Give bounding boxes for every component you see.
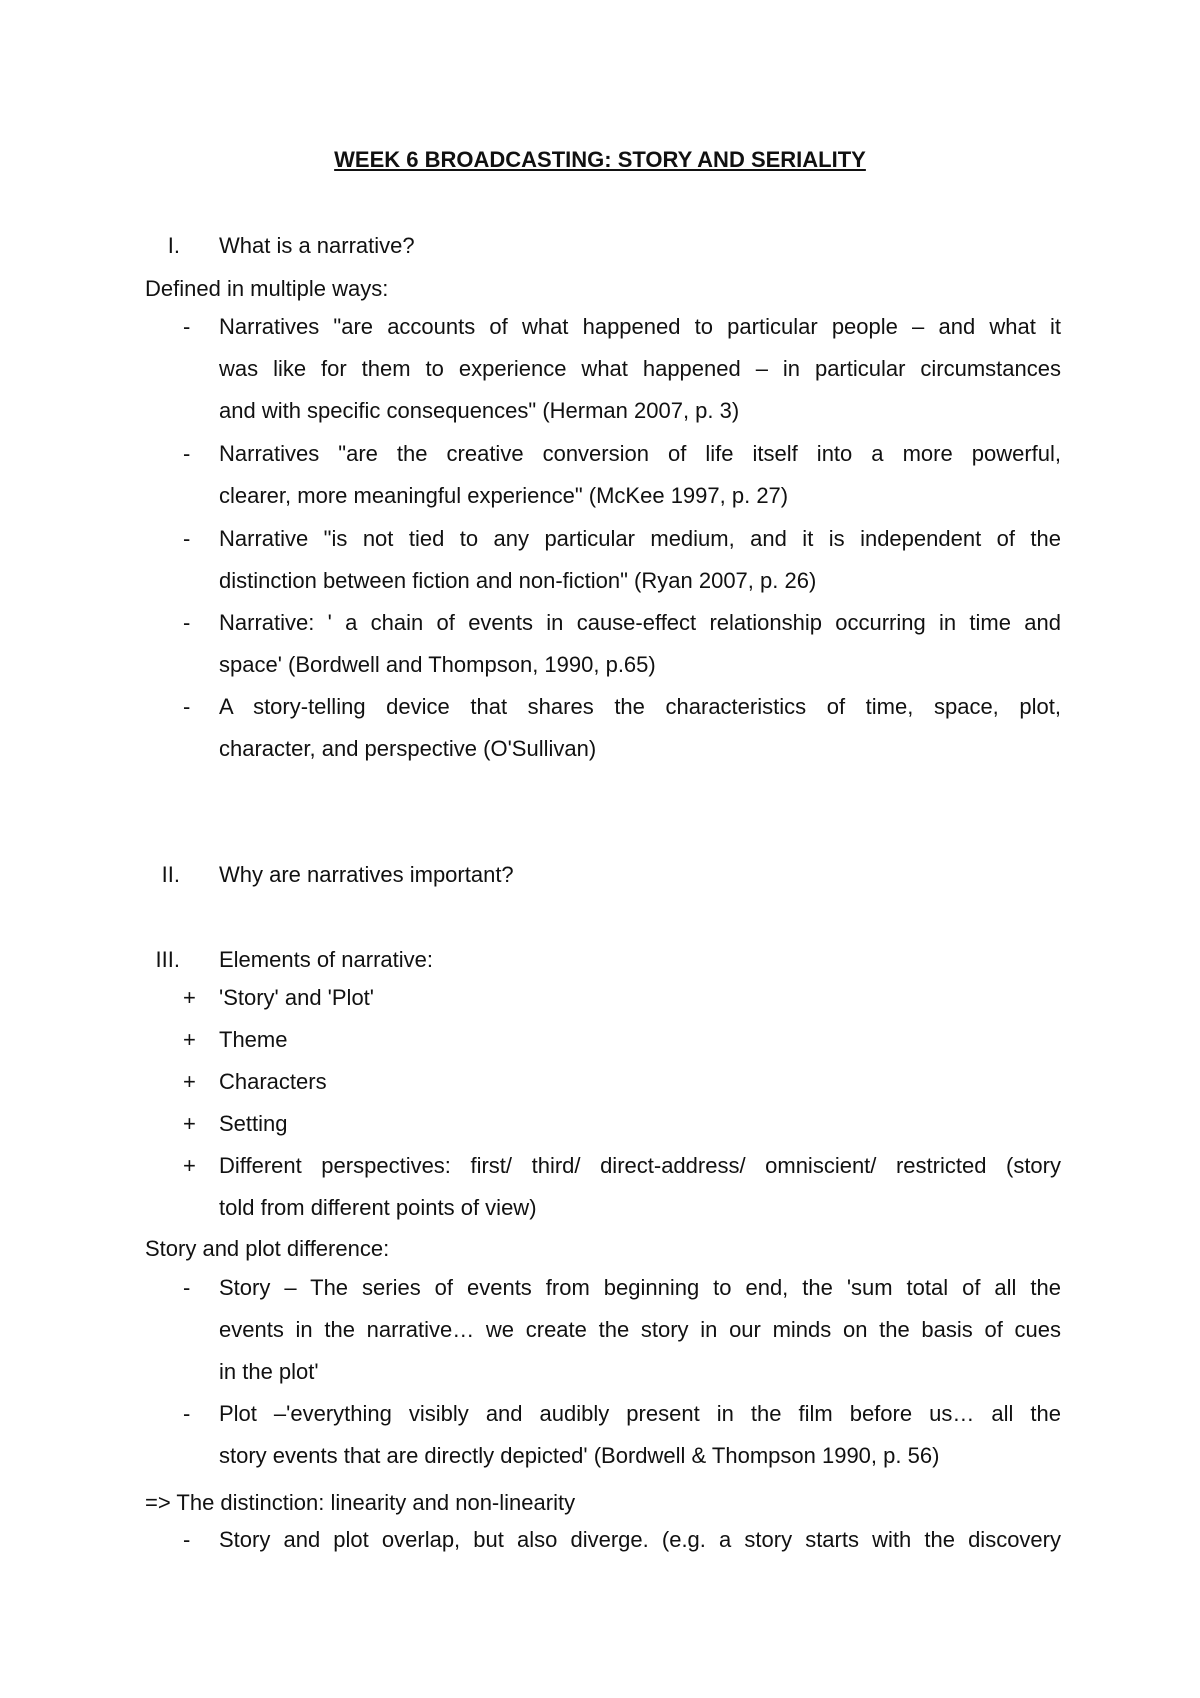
list-marker: - — [183, 1401, 191, 1426]
list-line: Setting — [219, 1111, 288, 1136]
list-item — [183, 518, 1061, 602]
list-marker: - — [183, 694, 191, 719]
list-line: character, and perspective (O'Sullivan) — [219, 736, 597, 761]
list-marker: + — [183, 1027, 196, 1052]
list-line: and with specific consequences" (Herman 2007, p. 3) — [219, 398, 740, 423]
list-line: told from different points of view) — [219, 1195, 537, 1220]
list-item — [183, 433, 1061, 517]
section-text: What is a narrative? — [219, 233, 415, 258]
section-number: II. — [161, 862, 180, 887]
list-item — [183, 1519, 1061, 1561]
story-plot-intro: Story and plot difference: — [145, 1236, 390, 1261]
list-line: was like for them to experience what happened – in particular circumstances — [219, 356, 1061, 381]
list-line: space' (Bordwell and Thompson, 1990, p.65) — [219, 652, 656, 677]
list-marker: + — [183, 1069, 196, 1094]
document-title: WEEK 6 BROADCASTING: STORY AND SERIALITY — [334, 147, 866, 172]
list-item — [183, 1267, 1061, 1393]
list-marker: - — [183, 1275, 191, 1300]
section-number: III. — [155, 947, 180, 972]
list-line: distinction between fiction and non-fiction" (Ryan 2007, p. 26) — [219, 568, 817, 593]
list-item — [183, 306, 1061, 432]
definitions-intro: Defined in multiple ways: — [145, 276, 389, 301]
list-line: Narrative "is not tied to any particular medium, and it is independent of the — [219, 526, 1061, 551]
list-marker: + — [183, 985, 196, 1010]
list-line: events in the narrative… we create the story in our minds on the basis of cues — [219, 1317, 1061, 1342]
list-line: clearer, more meaningful experience" (McKee 1997, p. 27) — [219, 483, 789, 508]
list-item — [183, 1393, 1061, 1477]
list-item — [183, 1145, 1061, 1229]
list-marker: + — [183, 1111, 196, 1136]
list-line: Story – The series of events from beginning to end, the 'sum total of all the — [219, 1275, 1061, 1300]
list-line: Theme — [219, 1027, 288, 1052]
list-line: Different perspectives: first/ third/ direct-address/ omniscient/ restricted (story — [219, 1153, 1061, 1178]
list-line: Narratives "are the creative conversion of life itself into a more powerful, — [219, 441, 1061, 466]
list-item — [183, 1061, 1061, 1103]
list-line: Plot –'everything visibly and audibly present in the film before us… all the — [219, 1401, 1061, 1426]
list-marker: - — [183, 610, 191, 635]
list-line: A story-telling device that shares the characteristics of time, space, plot, — [219, 694, 1061, 719]
list-marker: - — [183, 314, 191, 339]
list-line: in the plot' — [219, 1359, 319, 1384]
list-line: Story and plot overlap, but also diverge. (e.g. a story starts with the discovery — [219, 1527, 1061, 1552]
list-marker: - — [183, 1527, 191, 1552]
list-line: 'Story' and 'Plot' — [219, 985, 374, 1010]
section-number: I. — [167, 233, 180, 258]
list-marker: - — [183, 441, 191, 466]
section-text: Why are narratives important? — [219, 862, 514, 887]
list-line: Narratives "are accounts of what happened to particular people – and what it — [219, 314, 1061, 339]
list-marker: - — [183, 526, 191, 551]
section-text: Elements of narrative: — [219, 947, 433, 972]
list-marker: + — [183, 1153, 196, 1178]
list-item — [183, 977, 1061, 1019]
list-item — [183, 1103, 1061, 1145]
list-line: Characters — [219, 1069, 327, 1094]
list-line: story events that are directly depicted' (Bordwell & Thompson 1990, p. 56) — [219, 1443, 940, 1468]
list-item — [183, 1019, 1061, 1061]
distinction-line: => The distinction: linearity and non-linearity — [145, 1490, 576, 1515]
list-item — [183, 602, 1061, 686]
list-item — [183, 686, 1061, 770]
list-line: Narrative: ' a chain of events in cause-effect relationship occurring in time and — [219, 610, 1061, 635]
